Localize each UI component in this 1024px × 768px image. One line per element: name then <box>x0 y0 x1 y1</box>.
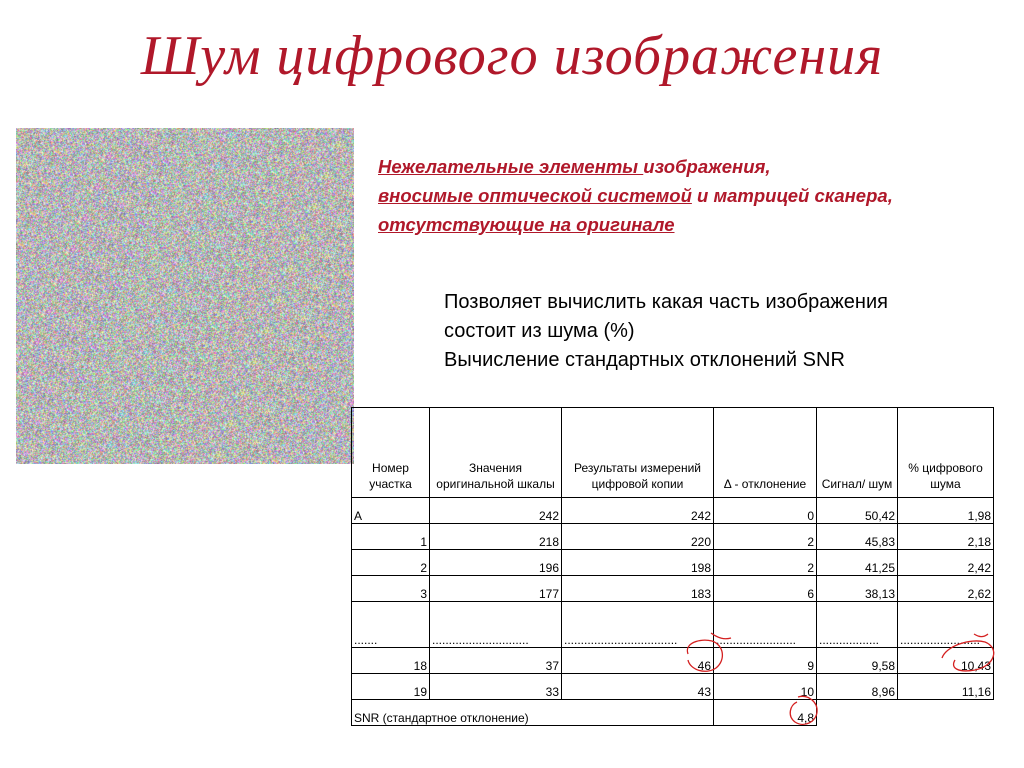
table-cell: 6 <box>714 576 817 602</box>
table-row <box>352 674 994 700</box>
table-cell: 198 <box>562 550 714 576</box>
noise-definition <box>378 152 1018 239</box>
table-cell: 0 <box>714 498 817 524</box>
snr-value: 4,8 <box>714 700 817 726</box>
table-cell: A <box>352 498 430 524</box>
table-cell: 43 <box>562 674 714 700</box>
definition-line-2: вносимые оптической системой и матрицей сканера, <box>378 185 893 206</box>
header-cell: Сигнал/ шум <box>817 408 898 498</box>
table-cell: 220 <box>562 524 714 550</box>
snr-label: SNR (стандартное отклонение) <box>352 700 714 726</box>
noise-image <box>16 128 354 464</box>
table-cell: 41,25 <box>817 550 898 576</box>
table-row-ellipsis <box>352 602 994 648</box>
definition-line-3: отсутствующие на оригинале <box>378 214 675 235</box>
table-cell: 2,62 <box>898 576 994 602</box>
table-cell: .................. <box>817 602 898 648</box>
table-row <box>352 576 994 602</box>
table-cell: 9 <box>714 648 817 674</box>
table-cell: ........................ <box>714 602 817 648</box>
table-cell: 19 <box>352 674 430 700</box>
table-cell: 33 <box>430 674 562 700</box>
table-cell: 218 <box>430 524 562 550</box>
table-cell: 18 <box>352 648 430 674</box>
table-cell: ....... <box>352 602 430 648</box>
table-row <box>352 648 994 674</box>
table-cell: 177 <box>430 576 562 602</box>
table-cell: 1 <box>352 524 430 550</box>
table-cell: 242 <box>430 498 562 524</box>
table-row <box>352 524 994 550</box>
header-cell: Номер участка <box>352 408 430 498</box>
table-cell: 3 <box>352 576 430 602</box>
table-cell: 2,42 <box>898 550 994 576</box>
table-cell: .................................. <box>562 602 714 648</box>
table-cell: 2 <box>352 550 430 576</box>
table-cell: 10 <box>714 674 817 700</box>
table-cell: 8,96 <box>817 674 898 700</box>
table-cell: ............................. <box>430 602 562 648</box>
table-row <box>352 550 994 576</box>
table-row <box>352 498 994 524</box>
table-cell: 242 <box>562 498 714 524</box>
table-cell: 9,58 <box>817 648 898 674</box>
definition-line-1: Нежелательные элементы изображения, <box>378 156 771 177</box>
table-cell: 1,98 <box>898 498 994 524</box>
header-cell: Результаты измерений цифровой копии <box>562 408 714 498</box>
table-cell: 10,43 <box>898 648 994 674</box>
table-cell: 37 <box>430 648 562 674</box>
table-cell: 45,83 <box>817 524 898 550</box>
header-cell: % цифрового шума <box>898 408 994 498</box>
header-cell: Значения оригинальной шкалы <box>430 408 562 498</box>
table-cell: 2 <box>714 524 817 550</box>
description-line-2: состоит из шума (%) <box>444 320 635 342</box>
table-cell: 196 <box>430 550 562 576</box>
description-line-1: Позволяет вычислить какая часть изображения <box>444 291 888 313</box>
table-cell: ........................ <box>898 602 994 648</box>
description-line-3: Вычисление стандартных отклонений SNR <box>444 349 845 371</box>
snr-row <box>352 700 994 726</box>
table-cell: 11,16 <box>898 674 994 700</box>
table-cell: 38,13 <box>817 576 898 602</box>
table-cell: 2 <box>714 550 817 576</box>
table-header-row <box>352 408 994 498</box>
table-cell: 46 <box>562 648 714 674</box>
table-cell: 183 <box>562 576 714 602</box>
description <box>444 288 1014 375</box>
slide-title: Шум цифрового изображения <box>140 25 884 87</box>
table-cell: 2,18 <box>898 524 994 550</box>
snr-table <box>351 407 994 726</box>
header-cell: Δ - отклонение <box>714 408 817 498</box>
table-cell: 50,42 <box>817 498 898 524</box>
